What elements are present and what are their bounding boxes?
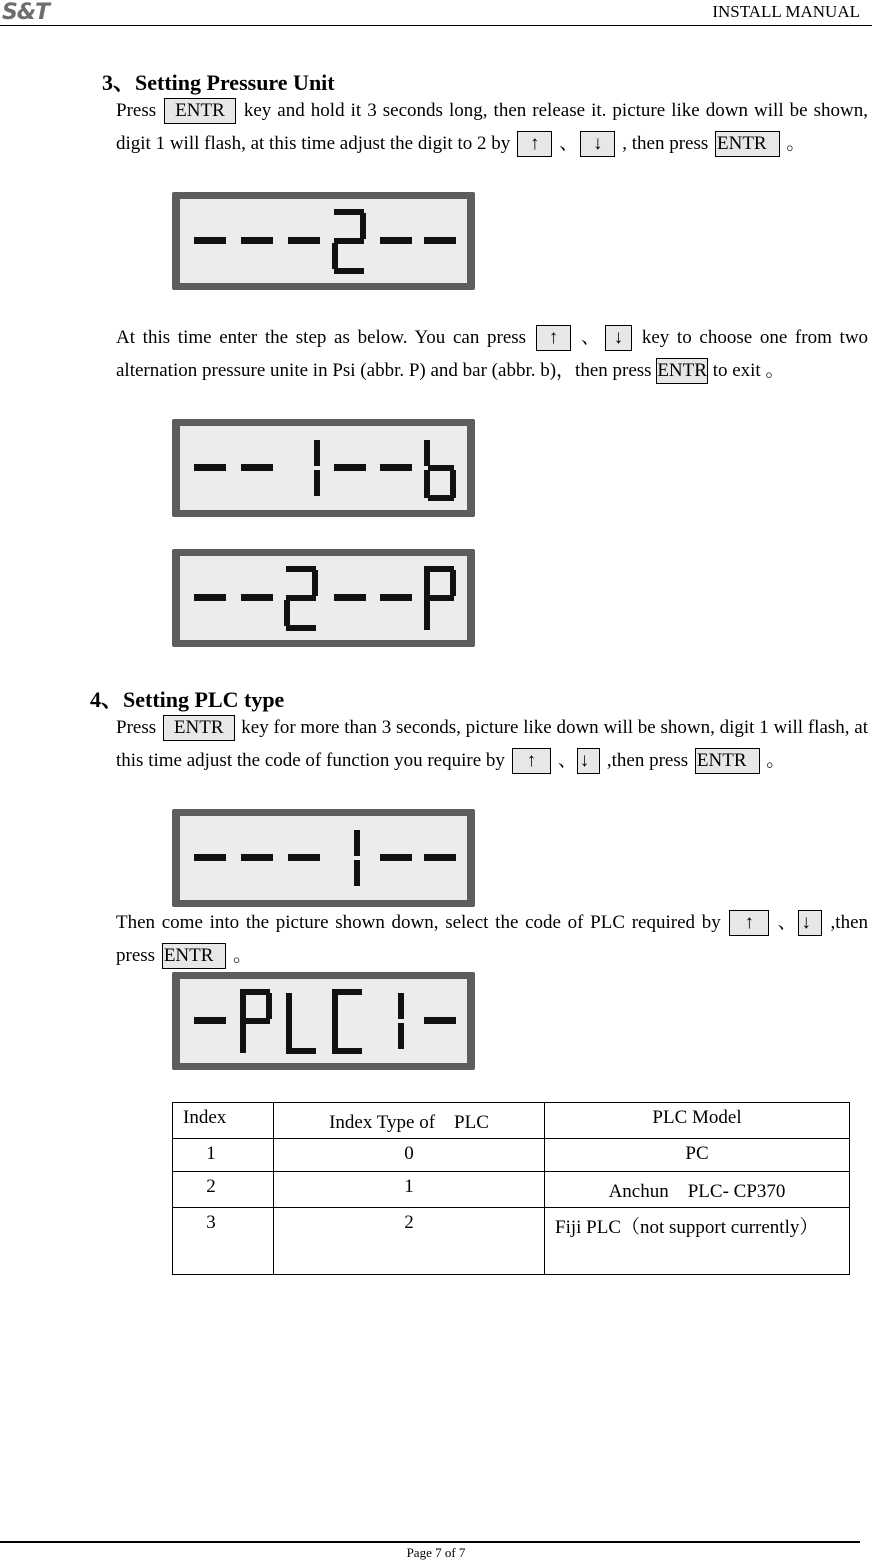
down-arrow-key: ↓ — [605, 325, 633, 351]
entr-key: ENTR — [162, 943, 227, 969]
table-cell: 1 — [173, 1139, 274, 1172]
header-title: INSTALL MANUAL — [712, 2, 860, 21]
table-row — [173, 1139, 850, 1172]
column-header: PLC Model — [545, 1103, 850, 1139]
company-logo: S&T — [2, 0, 50, 25]
up-arrow-key: ↑ — [517, 131, 553, 157]
column-header: Index — [173, 1103, 274, 1139]
lcd-display-bar-unit — [172, 419, 475, 517]
section-3-paragraph-2: At this time enter the step as below. You can press ↑ 、 ↓ key to choose one from two alternation pressure unite in Psi (abbr. P) and bar (abbr. b)，then press ENTR to exit 。 — [116, 322, 868, 387]
lcd-display-plc1 — [172, 972, 475, 1070]
section-3-heading: 3、Setting Pressure Unit — [102, 70, 335, 95]
entr-key: ENTR — [164, 98, 236, 124]
lcd-display-digit-1 — [172, 809, 475, 907]
entr-key: ENTR — [656, 358, 708, 384]
page-number: Page 7 of 7 — [406, 1545, 466, 1560]
table-cell: 3 — [173, 1208, 274, 1275]
section-4-heading: 4、Setting PLC type — [90, 687, 285, 712]
section-4-paragraph-1: Press ENTR key for more than 3 seconds, picture like down will be shown, digit 1 will flash, at this time adjust the code of function you require by ↑ 、 ↓ ,then press ENTR 。 — [116, 712, 868, 777]
table-cell: 2 — [173, 1172, 274, 1208]
up-arrow-key: ↑ — [729, 910, 769, 936]
table-cell: Fiji PLC（not support currently） — [545, 1208, 850, 1275]
entr-key: ENTR — [715, 131, 780, 157]
table-cell: 0 — [274, 1139, 545, 1172]
up-arrow-key: ↑ — [512, 748, 552, 774]
section-3-paragraph-1: Press ENTR key and hold it 3 seconds long, then release it. picture like down will be shown, digit 1 will flash, at this time adjust the digit to 2 by ↑ 、 ↓ , then press ENTR 。 — [116, 95, 868, 160]
header-divider — [0, 25, 872, 26]
column-header: Index Type of PLC — [274, 1103, 545, 1139]
table-header-row — [173, 1103, 850, 1139]
table-row — [173, 1208, 850, 1275]
section-4-paragraph-2: Then come into the picture shown down, select the code of PLC required by ↑ 、 ↓ ,then press ENTR 。 — [116, 907, 868, 972]
plc-type-table — [172, 1102, 850, 1275]
lcd-display-psi-unit — [172, 549, 475, 647]
table-cell: Anchun PLC- CP370 — [545, 1172, 850, 1208]
up-arrow-key: ↑ — [536, 325, 572, 351]
entr-key: ENTR — [163, 715, 235, 741]
footer-divider — [0, 1541, 860, 1543]
entr-key: ENTR — [695, 748, 760, 774]
down-arrow-key: ↓ — [577, 748, 601, 774]
table-cell: PC — [545, 1139, 850, 1172]
lcd-display-digit-2 — [172, 192, 475, 290]
table-cell: 1 — [274, 1172, 545, 1208]
table-cell: 2 — [274, 1208, 545, 1275]
down-arrow-key: ↓ — [798, 910, 822, 936]
table-row — [173, 1172, 850, 1208]
down-arrow-key: ↓ — [580, 131, 616, 157]
